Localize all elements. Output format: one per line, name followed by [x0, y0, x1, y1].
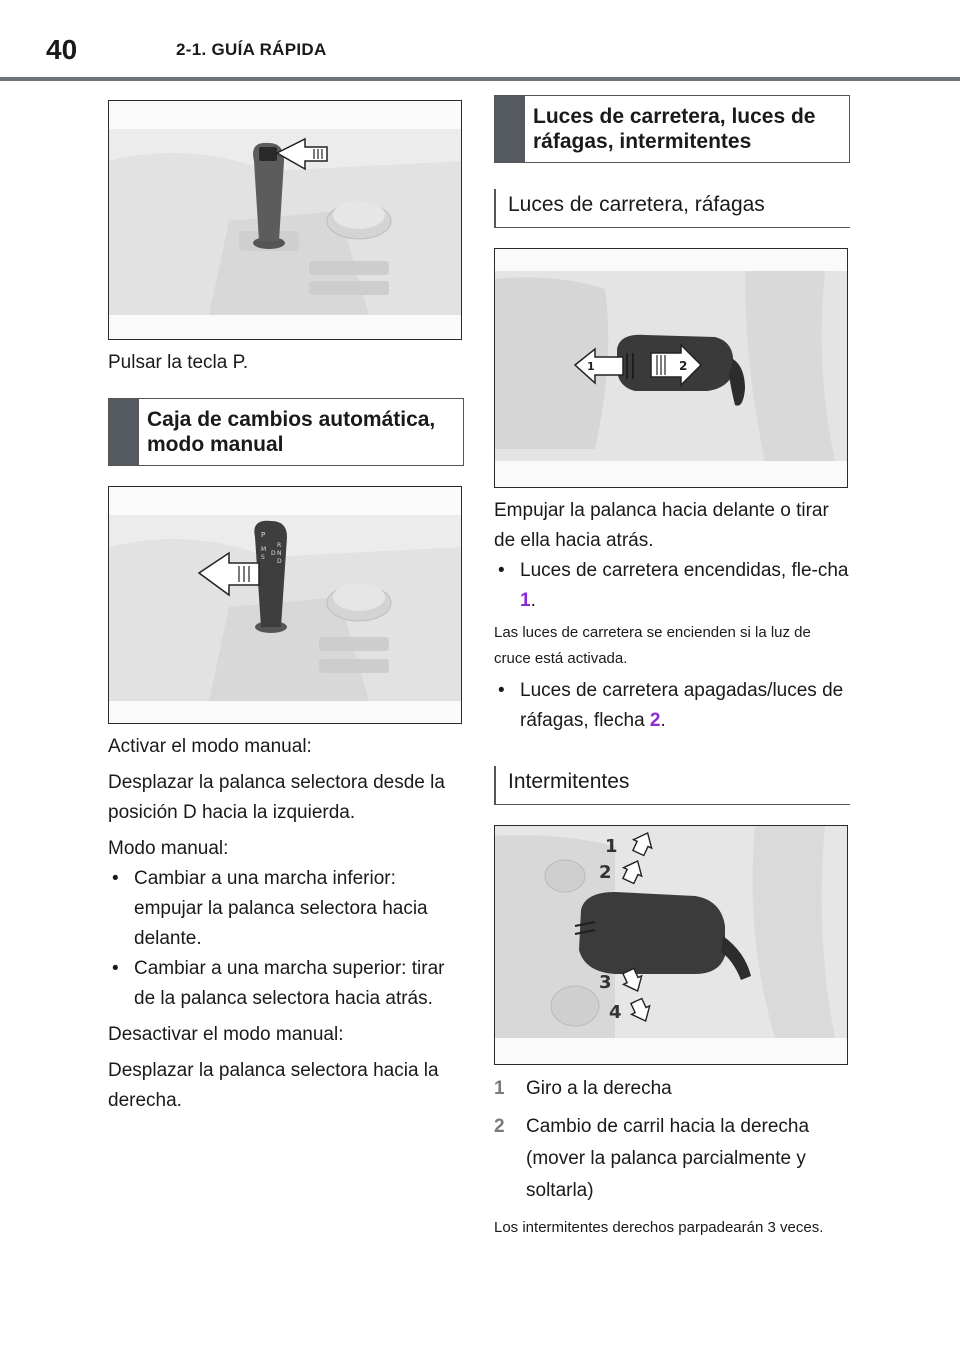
- bullet-end: .: [660, 710, 666, 731]
- high-beam-bullets-2: [494, 676, 850, 736]
- list-item: [494, 1073, 850, 1105]
- arrow-ref-2: 2: [649, 710, 661, 731]
- bullet-text: Luces de carretera apagadas/luces de ráfagas, flecha: [520, 680, 844, 731]
- signal-label-3: 3: [599, 972, 612, 993]
- right-column: [494, 95, 850, 1241]
- p-activate: Activar el modo manual:: [108, 736, 312, 757]
- page-number: 40: [46, 34, 78, 65]
- signal-label-4: 4: [609, 1002, 622, 1023]
- page-header: [0, 0, 960, 80]
- note-turn-signal: Los intermitentes derechos parpadearán 3 veces.: [494, 1219, 824, 1236]
- turn-signal-list: [494, 1073, 850, 1207]
- p-push-pull: Empujar la palanca hacia delante o tirar de ella hacia atrás.: [494, 500, 829, 551]
- subheading-high-beam: Luces de carretera, ráfagas: [494, 189, 850, 228]
- item-text: Cambio de carril hacia la derecha (mover la palanca parcialmente y soltarla): [526, 1116, 810, 1201]
- subheading-turn-signals: Intermitentes: [494, 766, 850, 805]
- p-move-right: Desplazar la palanca selectora hacia la derecha.: [108, 1060, 439, 1111]
- bullet-higher-gear: • Cambiar a una marcha superior: tirar de la palanca selectora hacia atrás.: [108, 954, 464, 1014]
- manual-bullets: [108, 864, 464, 1014]
- note-high-beam: Las luces de carretera se encienden si la luz de cruce está activada.: [494, 624, 811, 667]
- gear-label-d2: D: [277, 558, 282, 565]
- gear-label-m: M: [261, 546, 267, 553]
- p-move-left: Desplazar la palanca selectora desde la posición D hacia la izquierda.: [108, 772, 445, 823]
- gear-label-n: N: [277, 550, 282, 557]
- figure-manual-mode: [108, 486, 462, 724]
- high-beam-bullets: [494, 556, 850, 616]
- bullet-high-beam-off: [494, 676, 850, 736]
- bullet-text: Luces de carretera encendidas, fle-cha: [520, 560, 849, 581]
- section-title: Caja de cambios automática, modo manual: [147, 408, 436, 456]
- gear-label-d: D: [271, 550, 276, 557]
- item-number: 1: [494, 1078, 505, 1099]
- section-title: Luces de carretera, luces de ráfagas, intermitentes: [533, 105, 816, 153]
- chapter-title: 2-1. GUÍA RÁPIDA: [176, 40, 327, 59]
- gear-label-s: S: [261, 554, 265, 561]
- p-manual: Modo manual:: [108, 838, 229, 859]
- signal-label-1: 1: [605, 836, 618, 857]
- section-header-lights: [494, 95, 850, 163]
- header-rule: [0, 77, 960, 81]
- left-column: [108, 100, 464, 1116]
- section-bar: [495, 96, 525, 162]
- bullet-lower-gear: • Cambiar a una marcha inferior: empujar la palanca selectora hacia delante.: [108, 864, 464, 954]
- arrow-label-1: 1: [587, 360, 595, 373]
- bullet-high-beam-on: [494, 556, 850, 616]
- arrow-label-2: 2: [679, 359, 688, 373]
- gear-label-p: P: [261, 531, 266, 539]
- item-number: 2: [494, 1116, 505, 1137]
- gear-label-r: R: [277, 542, 282, 549]
- section-bar: [109, 399, 139, 465]
- fig1-caption: Pulsar la tecla P.: [108, 352, 249, 373]
- figure-p-button: [108, 100, 462, 340]
- figure-high-beam-lever: [494, 248, 848, 488]
- item-text: Giro a la derecha: [526, 1078, 672, 1099]
- section-header-manual-mode: [108, 398, 464, 466]
- p-deactivate: Desactivar el modo manual:: [108, 1024, 344, 1045]
- signal-label-2: 2: [599, 862, 612, 883]
- figure-turn-signal-lever: [494, 825, 848, 1065]
- arrow-ref-1: 1: [520, 590, 531, 611]
- list-item: [494, 1111, 850, 1207]
- bullet-end: .: [530, 590, 536, 611]
